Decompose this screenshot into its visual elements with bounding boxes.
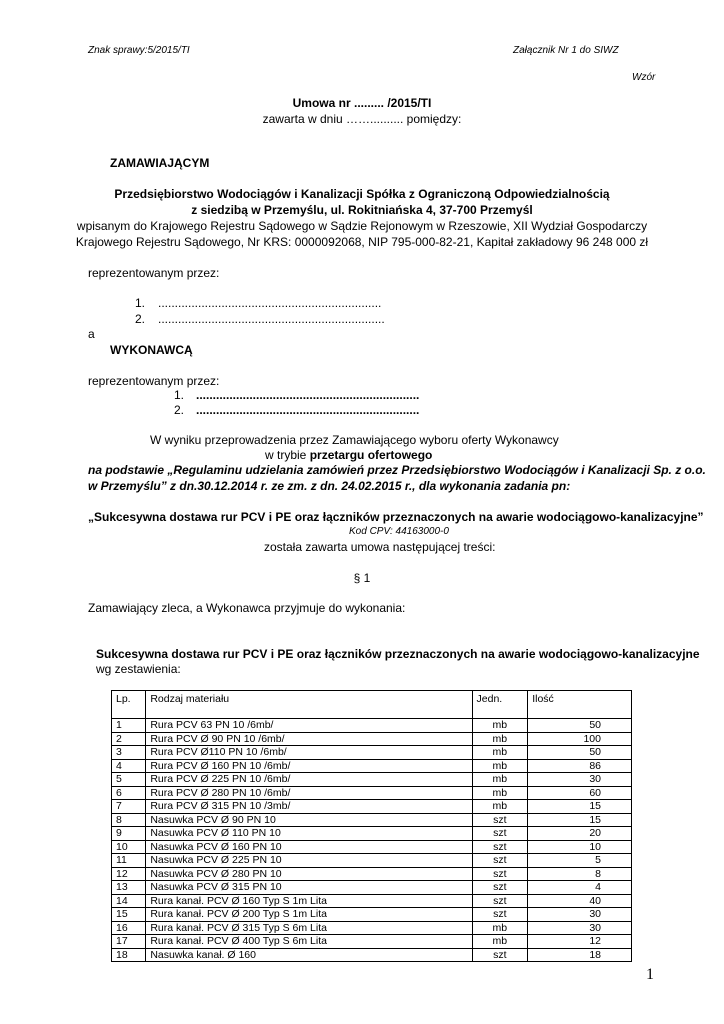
- cell-quantity: 10: [528, 840, 632, 854]
- cell-quantity: 30: [528, 773, 632, 787]
- cpv-code: Kod CPV: 44163000-0: [349, 526, 449, 537]
- cell-quantity: 20: [528, 827, 632, 841]
- conjunction-and: a: [88, 327, 95, 341]
- contractor-rep-1-number: 1.: [174, 388, 185, 402]
- cell-quantity: 5: [528, 854, 632, 868]
- contractor-represented-label: reprezentowanym przez:: [88, 374, 220, 388]
- cell-unit: mb: [472, 921, 528, 935]
- basis-regulation-date: w Przemyślu” z dn.30.12.2014 r. ze zm. z dn. 24.02.2015 r., dla wykonania zadania pn:: [88, 479, 571, 493]
- table-row: [112, 773, 632, 787]
- cell-lp: 15: [112, 908, 146, 922]
- attachment-label: Załącznik Nr 1 do SIWZ: [513, 45, 619, 56]
- table-row: [112, 840, 632, 854]
- section-text: Zamawiający zleca, a Wykonawca przyjmuje do wykonania:: [88, 601, 406, 615]
- cell-lp: 4: [112, 759, 146, 773]
- ordering-party-heading: ZAMAWIAJĄCYM: [110, 156, 210, 170]
- cell-lp: 17: [112, 935, 146, 949]
- concluded-date: zawarta w dniu …….......... pomiędzy:: [262, 112, 462, 126]
- cell-unit: mb: [472, 773, 528, 787]
- table-row: [112, 800, 632, 814]
- cell-lp: 5: [112, 773, 146, 787]
- cell-material: Rura PCV Ø 280 PN 10 /6mb/: [146, 786, 472, 800]
- cell-material: Rura PCV Ø 160 PN 10 /6mb/: [146, 759, 472, 773]
- cell-material: Nasuwka PCV Ø 110 PN 10: [146, 827, 472, 841]
- subject-title: Sukcesywna dostawa rur PCV i PE oraz łączników przeznaczonych na awarie wodociągowo-kanalizacyjne: [96, 647, 700, 661]
- section-number: § 1: [353, 571, 371, 585]
- cell-lp: 13: [112, 881, 146, 895]
- table-row: [112, 921, 632, 935]
- cell-quantity: 15: [528, 800, 632, 814]
- cell-quantity: 86: [528, 759, 632, 773]
- basis-mode: przetargu ofertowego: [309, 448, 433, 462]
- cell-lp: 18: [112, 948, 146, 962]
- table-row: [112, 813, 632, 827]
- cell-unit: mb: [472, 800, 528, 814]
- table-row: [112, 786, 632, 800]
- cell-unit: szt: [472, 813, 528, 827]
- table-row: [112, 759, 632, 773]
- cell-material: Nasuwka PCV Ø 90 PN 10: [146, 813, 472, 827]
- cell-quantity: 50: [528, 746, 632, 760]
- ordering-rep-2-number: 2.: [135, 312, 146, 326]
- cell-unit: szt: [472, 827, 528, 841]
- cell-lp: 14: [112, 894, 146, 908]
- cell-lp: 9: [112, 827, 146, 841]
- cell-material: Nasuwka kanał. Ø 160: [146, 948, 472, 962]
- cell-material: Nasuwka PCV Ø 225 PN 10: [146, 854, 472, 868]
- company-name: Przedsiębiorstwo Wodociągów i Kanalizacji Spółka z Ograniczoną Odpowiedzialnością: [114, 187, 610, 201]
- table-row: [112, 935, 632, 949]
- materials-table: [111, 690, 632, 962]
- cell-quantity: 100: [528, 732, 632, 746]
- table-row: [112, 746, 632, 760]
- cell-material: Nasuwka PCV Ø 315 PN 10: [146, 881, 472, 895]
- table-row: [112, 894, 632, 908]
- table-row: [112, 908, 632, 922]
- table-row: [112, 827, 632, 841]
- company-krs: Krajowego Rejestru Sądowego, Nr KRS: 0000092068, NIP 795-000-82-21, Kapitał zakładowy 96 248 000 zł: [75, 235, 649, 249]
- cell-unit: mb: [472, 786, 528, 800]
- company-seat: z siedzibą w Przemyślu, ul. Rokitniańska 4, 37-700 Przemyśl: [191, 203, 533, 217]
- contractor-heading: WYKONAWCĄ: [110, 343, 193, 357]
- table-row: [112, 881, 632, 895]
- cell-lp: 7: [112, 800, 146, 814]
- cell-quantity: 30: [528, 908, 632, 922]
- cell-lp: 6: [112, 786, 146, 800]
- ordering-rep-1-field[interactable]: ...................................................................: [158, 296, 382, 310]
- cell-unit: mb: [472, 732, 528, 746]
- cell-lp: 3: [112, 746, 146, 760]
- cell-material: Rura PCV 63 PN 10 /6mb/: [146, 719, 472, 733]
- cell-unit: szt: [472, 894, 528, 908]
- cell-quantity: 8: [528, 867, 632, 881]
- basis-mode-prefix: w trybie: [265, 448, 310, 462]
- cell-lp: 16: [112, 921, 146, 935]
- cell-quantity: 15: [528, 813, 632, 827]
- table-row: [112, 948, 632, 962]
- ordering-represented-label: reprezentowanym przez:: [88, 266, 220, 280]
- basis-regulation: na podstawie „Regulaminu udzielania zamówień przez Przedsiębiorstwo Wodociągów i Kanalizacji Sp. z o.o.: [88, 463, 706, 477]
- cell-unit: mb: [472, 719, 528, 733]
- cell-unit: mb: [472, 759, 528, 773]
- ordering-rep-1-number: 1.: [135, 296, 146, 310]
- cell-lp: 11: [112, 854, 146, 868]
- cell-material: Nasuwka PCV Ø 160 PN 10: [146, 840, 472, 854]
- template-label: Wzór: [632, 72, 656, 83]
- basis-line-1: W wyniku przeprowadzenia przez Zamawiającego wyboru oferty Wykonawcy: [150, 433, 559, 447]
- cell-lp: 8: [112, 813, 146, 827]
- contract-number: Umowa nr ......... /2015/TI: [292, 96, 432, 110]
- cell-lp: 1: [112, 719, 146, 733]
- cell-unit: szt: [472, 867, 528, 881]
- header-unit: Jedn.: [472, 691, 528, 719]
- cell-unit: szt: [472, 948, 528, 962]
- concluded-statement: została zawarta umowa następującej treści:: [264, 540, 496, 554]
- cell-lp: 12: [112, 867, 146, 881]
- header-material: Rodzaj materiału: [146, 691, 472, 719]
- page-number: 1: [646, 966, 654, 983]
- contractor-rep-2-field[interactable]: ...................................................................: [196, 403, 420, 417]
- cell-material: Rura kanał. PCV Ø 160 Typ S 1m Lita: [146, 894, 472, 908]
- cell-material: Rura PCV Ø 315 PN 10 /3mb/: [146, 800, 472, 814]
- cell-quantity: 18: [528, 948, 632, 962]
- table-row: [112, 732, 632, 746]
- cell-material: Nasuwka PCV Ø 280 PN 10: [146, 867, 472, 881]
- cell-quantity: 4: [528, 881, 632, 895]
- cell-material: Rura kanał. PCV Ø 400 Typ S 6m Lita: [146, 935, 472, 949]
- cell-unit: szt: [472, 840, 528, 854]
- cell-material: Rura PCV Ø 90 PN 10 /6mb/: [146, 732, 472, 746]
- cell-unit: mb: [472, 746, 528, 760]
- cell-material: Rura PCV Ø110 PN 10 /6mb/: [146, 746, 472, 760]
- cell-material: Rura kanał. PCV Ø 315 Typ S 6m Lita: [146, 921, 472, 935]
- cell-lp: 10: [112, 840, 146, 854]
- cell-unit: szt: [472, 908, 528, 922]
- cell-unit: szt: [472, 881, 528, 895]
- cell-quantity: 50: [528, 719, 632, 733]
- header-quantity: Ilość: [528, 691, 632, 719]
- table-row: [112, 719, 632, 733]
- basis-line-2: [265, 448, 432, 462]
- cell-quantity: 30: [528, 921, 632, 935]
- table-row: [112, 867, 632, 881]
- cell-quantity: 12: [528, 935, 632, 949]
- task-title: „Sukcesywna dostawa rur PCV i PE oraz łączników przeznaczonych na awarie wodociągowo-kanalizacyjne”: [88, 510, 704, 524]
- contractor-rep-1-field[interactable]: ...................................................................: [196, 388, 420, 402]
- contractor-rep-2-number: 2.: [174, 403, 185, 417]
- case-number: Znak sprawy:5/2015/TI: [88, 45, 190, 56]
- company-register: wpisanym do Krajowego Rejestru Sądowego w Sądzie Rejonowym w Rzeszowie, XII Wydział Gospodarczy: [76, 219, 648, 233]
- ordering-rep-2-field[interactable]: ....................................................................: [158, 312, 385, 326]
- cell-unit: mb: [472, 935, 528, 949]
- cell-unit: szt: [472, 854, 528, 868]
- cell-material: Rura PCV Ø 225 PN 10 /6mb/: [146, 773, 472, 787]
- cell-quantity: 40: [528, 894, 632, 908]
- header-lp: Lp.: [112, 691, 146, 719]
- table-row: [112, 854, 632, 868]
- table-header-row: [112, 691, 632, 719]
- cell-quantity: 60: [528, 786, 632, 800]
- cell-material: Rura kanał. PCV Ø 200 Typ S 1m Lita: [146, 908, 472, 922]
- per-list-label: wg zestawienia:: [96, 662, 181, 676]
- cell-lp: 2: [112, 732, 146, 746]
